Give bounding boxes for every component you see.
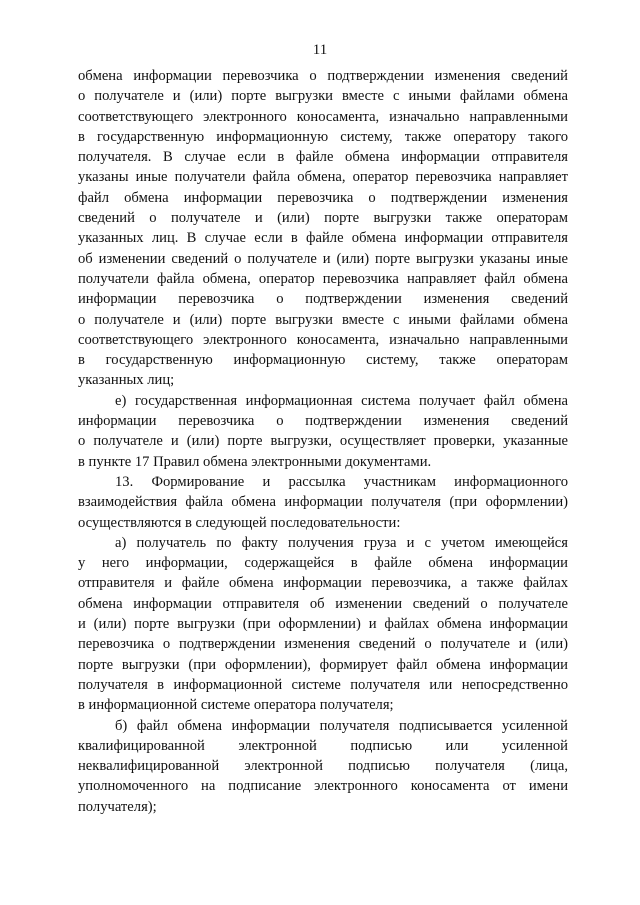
text-line: указанных лиц. В случае если в файле обмена информации отправителя: [78, 230, 568, 247]
text-line: соответствующего электронного коносамента, изначально направленными: [78, 108, 568, 125]
document-body: [78, 66, 568, 817]
text-line: информации перевозчика о подтверждении изменения сведений: [78, 291, 568, 308]
text-line: в информационной системе оператора получателя;: [78, 697, 394, 714]
text-line: у него информации, содержащейся в файле обмена информации: [78, 555, 568, 572]
text-line: получателя. В случае если в файле обмена информации отправителя: [78, 149, 568, 166]
text-line: файл обмена информации перевозчика о подтверждении изменения: [78, 189, 568, 206]
text-line: порте выгрузки (при оформлении), формирует файл обмена информации: [78, 656, 568, 673]
text-line: взаимодействия файла обмена информации получателя (при оформлении): [78, 494, 568, 511]
text-line: сведений о получателе и (или) порте выгрузки также операторам: [78, 210, 568, 227]
text-line: б) файл обмена информации получателя подписывается усиленной: [115, 717, 568, 734]
text-line: квалифицированной электронной подписью или усиленной: [78, 737, 568, 754]
text-line: обмена информации перевозчика о подтверждении изменения сведений: [78, 68, 568, 84]
text-line: указаны иные получатели файла обмена, оператор перевозчика направляет: [78, 169, 568, 186]
text-line: в пункте 17 Правил обмена электронными документами.: [78, 453, 432, 470]
text-line: соответствующего электронного коносамента, изначально направленными: [78, 331, 568, 348]
text-line: отправителя и файле обмена информации перевозчика, а также файлах: [78, 575, 568, 592]
text-line: в государственную информационную систему, также операторам: [78, 352, 568, 369]
text-line: о получателе и (или) порте выгрузки вместе с иными файлами обмена: [78, 311, 568, 328]
text-line: получателя в информационной системе получателя или непосредственно: [78, 676, 568, 693]
text-line: указанных лиц;: [78, 372, 175, 389]
page-number: 11: [312, 42, 328, 58]
text-line: а) получатель по факту получения груза и с учетом имеющейся: [115, 534, 568, 551]
text-line: уполномоченного на подписание электронного коносамента от имени: [78, 778, 568, 795]
text-line: о получателе и (или) порте выгрузки вместе с иными файлами обмена: [78, 88, 568, 105]
text-line: о получателе и (или) порте выгрузки, осуществляет проверки, указанные: [78, 433, 568, 450]
text-line: перевозчика о подтверждении изменения сведений о получателе и (или): [78, 636, 568, 653]
text-line: 13. Формирование и рассылка участникам информационного: [115, 473, 568, 490]
text-line: и (или) порте выгрузки (при оформлении) и файлах обмена информации: [78, 616, 568, 633]
text-line: е) государственная информационная система получает файл обмена: [115, 392, 568, 409]
text-line: об изменении сведений о получателе и (или) порте выгрузки указаны иные: [78, 250, 568, 267]
text-line: получатели файла обмена, оператор перевозчика направляет файл обмена: [78, 270, 568, 287]
text-line: получателя);: [78, 798, 157, 815]
text-line: обмена информации отправителя об изменении сведений о получателе: [78, 595, 568, 612]
text-line: осуществляются в следующей последовательности:: [78, 514, 401, 531]
text-line: в государственную информационную систему, также оператору такого: [78, 128, 568, 145]
text-line: неквалифицированной электронной подписью получателя (лица,: [78, 758, 568, 775]
text-line: информации перевозчика о подтверждении изменения сведений: [78, 413, 568, 430]
